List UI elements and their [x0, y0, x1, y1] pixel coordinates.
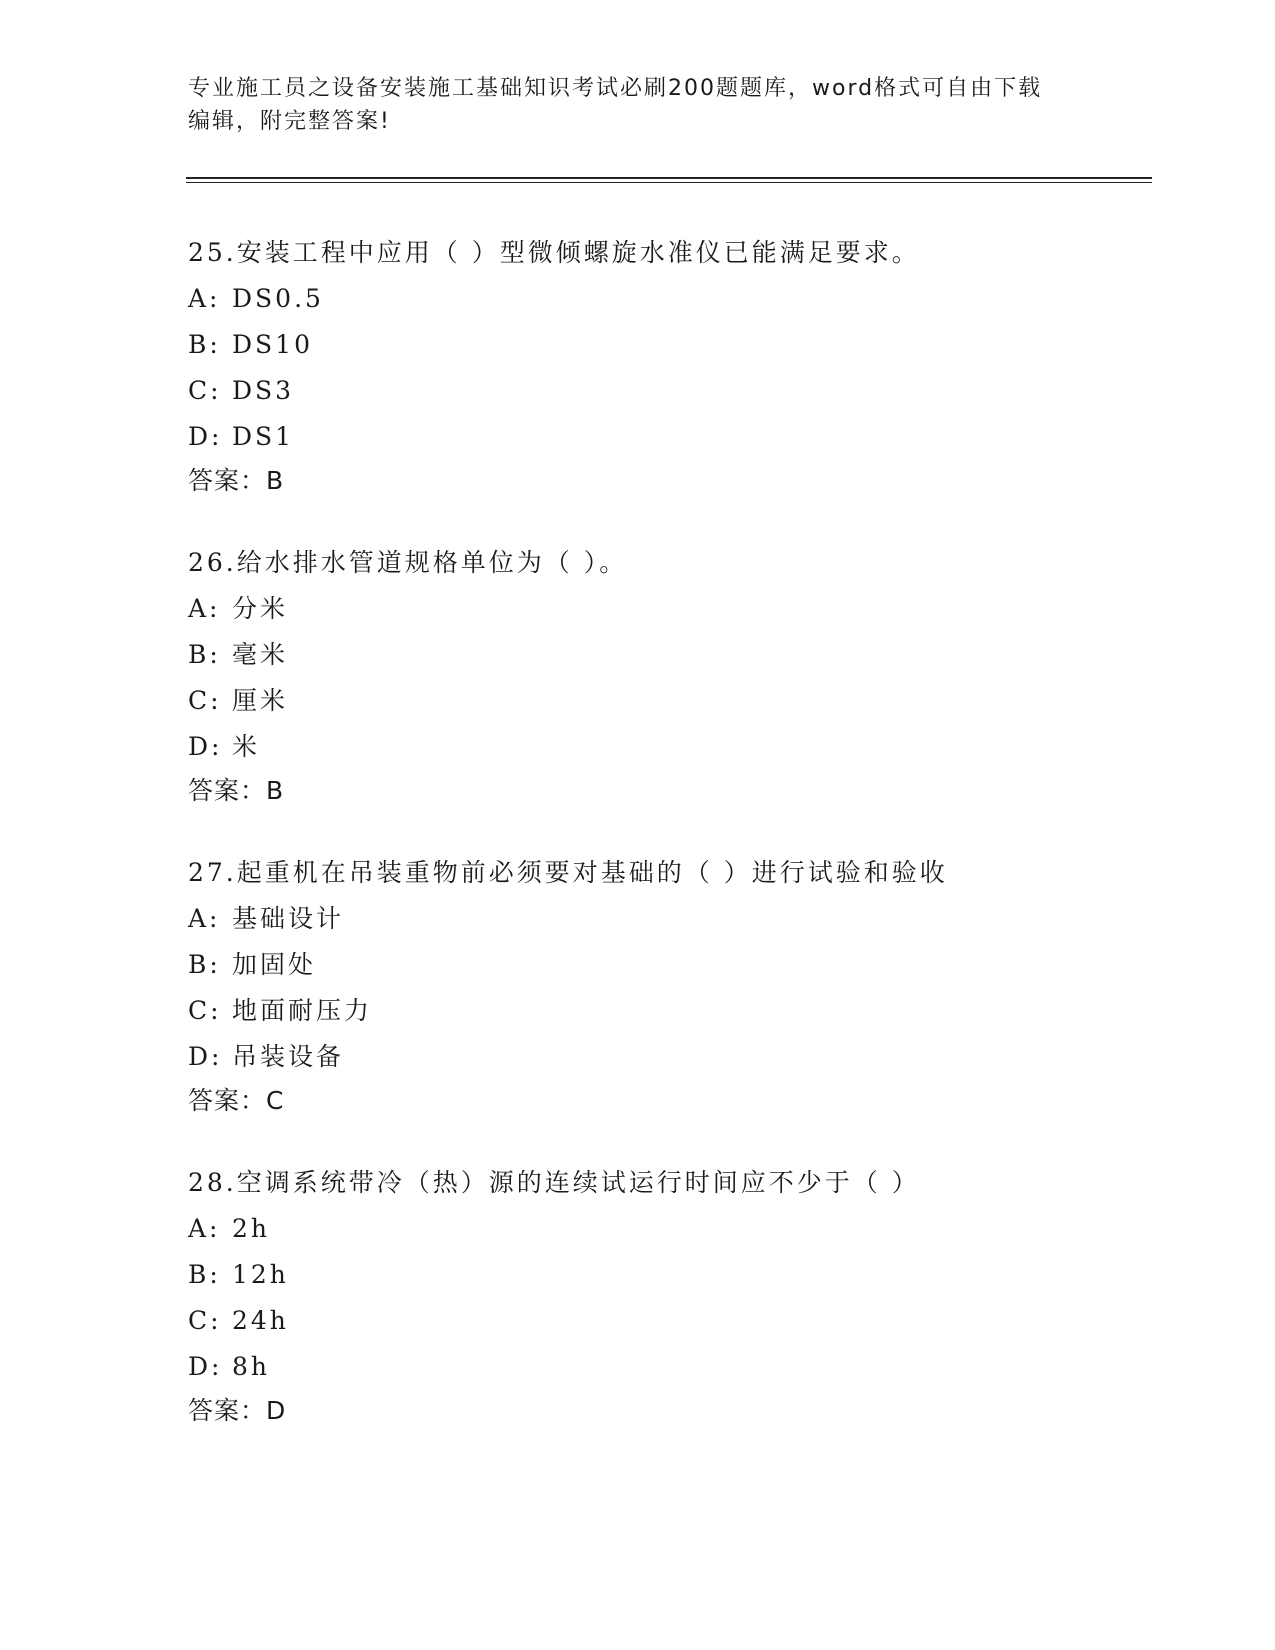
- option-key: A:: [188, 1214, 221, 1243]
- option-key: D:: [188, 1042, 223, 1071]
- option-text: 厘米: [232, 686, 289, 715]
- option-key: A:: [188, 594, 221, 623]
- header-title-line-2: 编辑，附完整答案!: [188, 109, 391, 134]
- option-key: D:: [188, 422, 223, 451]
- question-stem: 28.空调系统带冷（热）源的连续试运行时间应不少于（ ）: [188, 1168, 920, 1197]
- option-text: 12h: [232, 1260, 289, 1289]
- option-text: 2h: [232, 1214, 271, 1243]
- option-a: [188, 896, 1148, 942]
- option-a: [188, 586, 1148, 632]
- question-25: [188, 230, 1148, 502]
- option-d: [188, 1034, 1148, 1080]
- option-key: C:: [188, 376, 222, 405]
- question-stem: 25.安装工程中应用（ ）型微倾螺旋水准仪已能满足要求。: [188, 238, 920, 267]
- option-b: [188, 632, 1148, 678]
- answer-line: 答案：B: [188, 466, 285, 495]
- option-key: B:: [188, 1260, 221, 1289]
- option-text: DS1: [232, 422, 295, 451]
- option-a: [188, 1206, 1148, 1252]
- option-text: 分米: [232, 594, 289, 623]
- option-b: [188, 322, 1148, 368]
- option-key: A:: [188, 284, 221, 313]
- option-text: 基础设计: [232, 904, 345, 933]
- question-27: [188, 850, 1148, 1122]
- option-text: 8h: [232, 1352, 271, 1381]
- question-stem: 26.给水排水管道规格单位为（ ）。: [188, 548, 628, 577]
- header-divider: [186, 177, 1152, 183]
- option-b: [188, 1252, 1148, 1298]
- option-key: C:: [188, 686, 222, 715]
- question-list: [188, 230, 1148, 1470]
- option-key: D:: [188, 732, 223, 761]
- option-c: [188, 368, 1148, 414]
- option-c: [188, 1298, 1148, 1344]
- option-b: [188, 942, 1148, 988]
- option-text: 24h: [232, 1306, 289, 1335]
- header-title-line-1: 专业施工员之设备安装施工基础知识考试必刷200题题库，word格式可自由下载: [188, 76, 1043, 101]
- question-26: [188, 540, 1148, 812]
- option-text: 加固处: [232, 950, 317, 979]
- option-text: 米: [232, 732, 261, 761]
- option-d: [188, 724, 1148, 770]
- option-text: DS0.5: [232, 284, 324, 313]
- option-text: DS10: [232, 330, 313, 359]
- option-key: C:: [188, 996, 222, 1025]
- option-key: C:: [188, 1306, 222, 1335]
- question-stem: 27.起重机在吊装重物前必须要对基础的（ ）进行试验和验收: [188, 858, 948, 887]
- option-key: B:: [188, 640, 221, 669]
- question-28: [188, 1160, 1148, 1432]
- option-text: 吊装设备: [232, 1042, 345, 1071]
- option-text: 地面耐压力: [232, 996, 373, 1025]
- answer-line: 答案：B: [188, 776, 285, 805]
- option-d: [188, 1344, 1148, 1390]
- option-c: [188, 988, 1148, 1034]
- option-key: A:: [188, 904, 221, 933]
- option-c: [188, 678, 1148, 724]
- answer-line: 答案：D: [188, 1396, 287, 1425]
- option-text: DS3: [232, 376, 295, 405]
- option-key: B:: [188, 330, 221, 359]
- option-key: B:: [188, 950, 221, 979]
- option-key: D:: [188, 1352, 223, 1381]
- option-text: 毫米: [232, 640, 289, 669]
- document-header: [188, 72, 1088, 138]
- answer-line: 答案：C: [188, 1086, 285, 1115]
- option-d: [188, 414, 1148, 460]
- option-a: [188, 276, 1148, 322]
